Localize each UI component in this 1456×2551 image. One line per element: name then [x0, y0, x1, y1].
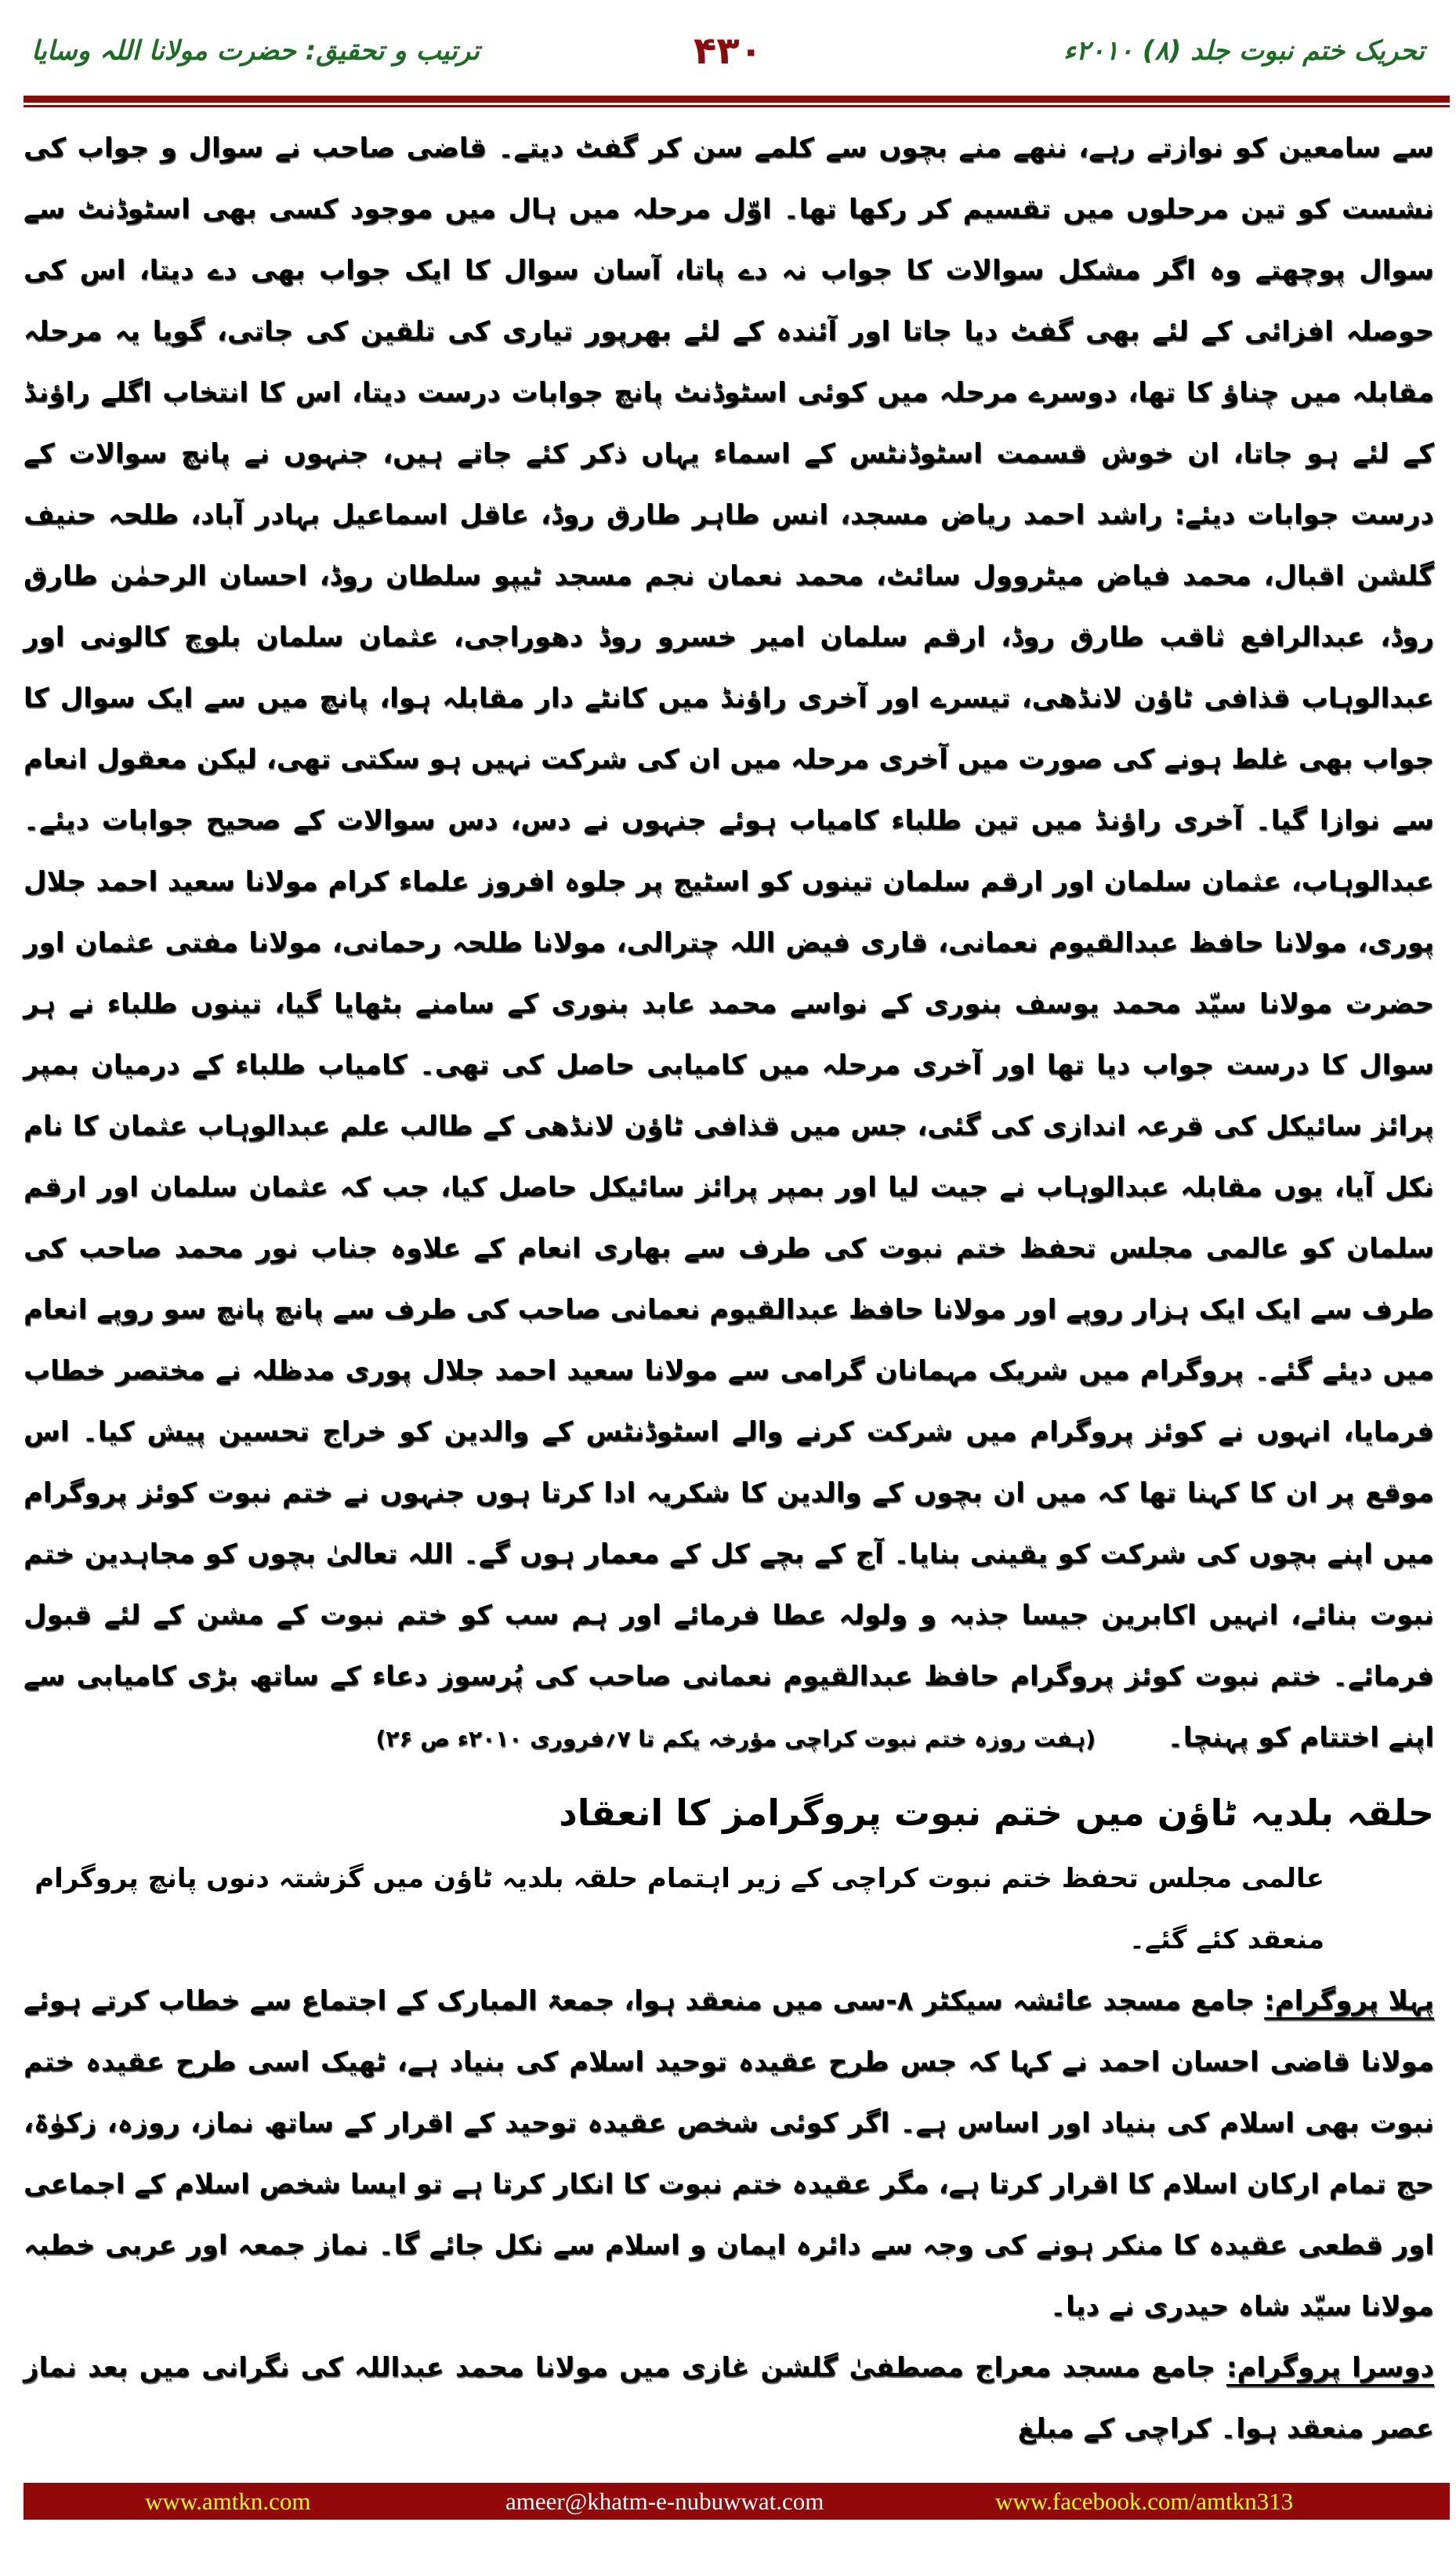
program-1-paragraph: [24, 1970, 1434, 2337]
article-line: روڈ، عاقل اسماعیل بہادر آباد، طلحہ حنیف گلشن اقبال، محمد فیاض میٹروول سائٹ، محمد نعمان نجم مسجد ٹیپو سلطان روڈ، احسان الرحمٰن طارق روڈ،: [24, 499, 1434, 653]
email-link[interactable]: ameer@khatm-e-nubuwwat.com: [505, 2488, 824, 2515]
section-line: احمد نے کہا کہ جس طرح عقیدہ توحید اسلام کی بنیاد ہے، ٹھیک اسی طرح عقیدہ ختم نبوت بھی اسلام کی بنیاد اور اساس ہے۔ اگر کوئی شخص عقیدہ: [24, 2046, 1434, 2139]
header-rule-thick: [24, 96, 1450, 103]
article-line: اسٹوڈنٹس کے اسماء یہاں ذکر کئے جاتے ہیں، جنہوں نے پانچ سوالات کے درست جوابات دیئے: راشد احمد ریاض مسجد، انس طاہر طارق: [24, 438, 1434, 531]
article-line: والے اسٹوڈنٹس کے والدین کو خراج تحسین پیش کیا۔ اس موقع پر ان کا کہنا تھا کہ میں ان بچوں کے والدین کا شکریہ ادا کرتا ہوں جنہوں نے: [24, 1416, 1434, 1509]
program-2-label: دوسرا پروگرام:: [1226, 2352, 1434, 2383]
article-line: ہو سکتی تھی، لیکن معقول انعام سے نوازا گیا۔ آخری راؤنڈ میں تین طلباء کامیاب ہوئے جنہوں نے دس، دس سوالات کے صحیح جوابات دیئے۔: [24, 744, 1434, 836]
article-line: سے سامعین کو نوازتے رہے، ننھے منے بچوں سے کلمے سن کر گفٹ دیتے۔ قاضی صاحب نے سوال و جواب کی نشست کو تین مرحلوں میں تقسیم: [24, 132, 1434, 225]
program-1-text: جامع مسجد عائشہ سیکٹر ۸-سی میں منعقد ہوا، جمعۃ المبارک کے اجتماع سے خطاب کرتے ہوئے مولانا قاضی احسان: [24, 1985, 1435, 2078]
article-line: تینوں طلباء نے ہر سوال کا درست جواب دیا تھا اور آخری مرحلہ میں کامیابی حاصل کی تھی۔ کامیاب طلباء کے درمیان بمپر پرائز سائیکل کی: [24, 988, 1434, 1142]
article-line: ختم نبوت کوئز پروگرام میں اپنے بچوں کی شرکت کو یقینی بنایا۔ آج کے بچے کل کے معمار ہوں گے۔ اللہ تعالیٰ بچوں کو مجاہدین ختم نبوت بنائے،: [24, 1477, 1434, 1631]
program-2-paragraph: [24, 2337, 1434, 2459]
article-line: کر رکھا تھا۔ اوّل مرحلہ میں ہال میں موجود کسی بھی اسٹوڈنٹ سے سوال پوچھتے وہ اگر مشکل سوالات کا جواب نہ دے پاتا، آسان سوال کا: [24, 194, 1434, 286]
source-citation: (ہفت روزہ ختم نبوت کراچی مؤرخہ یکم تا ۷؍فروری ۲۰۱۰ء ص ۲۶): [375, 1726, 1096, 1752]
page-header: [0, 0, 1456, 118]
header-rule-thin: [24, 105, 1450, 107]
program-2-text: جامع مسجد معراج مصطفیٰ گلشن غازی میں مولانا محمد عبداللہ کی نگرانی میں بعد نماز عصر منعقد ہوا۔ کراچی کے مبلغ: [24, 2352, 1434, 2444]
footer-bar: [24, 2483, 1450, 2520]
section-line: اجماعی اور قطعی عقیدہ کا منکر ہونے کی وجہ سے دائرہ ایمان و اسلام سے نکل جائے گا۔ نماز جمعہ اور عربی خطبہ مولانا سیّد شاہ حیدری نے دیا۔: [24, 2169, 1434, 2322]
book-title: تحریک ختم نبوت جلد (۸) ۲۰۱۰ء: [1063, 35, 1425, 67]
article-line: عبدالرافع ثاقب طارق روڈ، ارقم سلمان امیر خسرو روڈ دھوراجی، عثمان سلمان بلوچ کالونی اور عبدالوہاب قذافی ٹاؤن لانڈھی، تیسرے اور: [24, 621, 1435, 714]
article-line: پرائز سائیکل حاصل کیا، جب کہ عثمان سلمان اور ارقم سلمان کو عالمی مجلس تحفظ ختم نبوت کی طرف سے بھاری انعام کے علاوہ جناب نور محمد: [24, 1172, 1435, 1264]
article-line: میں چناؤ کا تھا، دوسرے مرحلہ میں کوئی اسٹوڈنٹ پانچ جوابات درست دیتا، اس کا انتخاب اگلے راؤنڈ کے لئے ہو جاتا، ان خوش قسمت: [24, 377, 1435, 469]
article-line: فیض اللہ چترالی، مولانا طلحہ رحمانی، مولانا مفتی عثمان اور حضرت مولانا سیّد محمد یوسف بنوری کے نواسے محمد عابد بنوری کے سامنے بٹھایا گیا،: [24, 927, 1435, 1020]
section-line: توحید کے اقرار کے ساتھ نماز، روزہ، زکوٰۃ، حج تمام ارکان اسلام کا اقرار کرتا ہے، مگر عقیدہ ختم نبوت کا انکار کرتا ہے تو ایسا شخص اسلام کے: [24, 2107, 1434, 2200]
article-line: آخری راؤنڈ میں کانٹے دار مقابلہ ہوا، پانچ میں سے ایک سوال کا جواب بھی غلط ہونے کی صورت میں آخری مرحلہ میں ان کی شرکت نہیں: [24, 683, 1435, 775]
article-body: [24, 118, 1434, 1770]
article-line: صاحب کی طرف سے ایک ایک ہزار روپے اور مولانا حافظ عبدالقیوم نعمانی صاحب کی طرف سے پانچ پانچ سو روپے انعام میں دیئے گئے۔: [24, 1233, 1434, 1386]
compiler-credit: ترتیب و تحقیق: حضرت مولانا اللہ وسایا: [31, 35, 480, 67]
program-1-label: پہلا پروگرام:: [1264, 1985, 1435, 2017]
article-line: انہیں اکابرین جیسا جذبہ و ولولہ عطا فرمائے اور ہم سب کو ختم نبوت کے مشن کے لئے قبول فرمائے۔ ختم نبوت کوئز پروگرام حافظ عبدالقیوم: [24, 1600, 1435, 1692]
section-intro: عالمی مجلس تحفظ ختم نبوت کراچی کے زیر اہتمام حلقہ بلدیہ ٹاؤن میں گزشتہ دنوں پانچ پروگرام منعقد کئے گئے۔: [34, 1863, 1324, 1955]
article-line: عبدالوہاب، عثمان سلمان اور ارقم سلمان تینوں کو اسٹیج پر جلوہ افروز علماء کرام مولانا سعید احمد جلال پوری، مولانا حافظ عبدالقیوم نعمانی، قاری: [24, 866, 1434, 958]
website-link[interactable]: www.amtkn.com: [145, 2488, 311, 2515]
page-number: ۴۳۰: [694, 29, 762, 73]
facebook-link[interactable]: www.facebook.com/amtkn313: [995, 2488, 1294, 2515]
article-line: قرعہ اندازی کی گئی، جس میں قذافی ٹاؤن لانڈھی کے طالب علم عبدالوہاب عثمان کا نام نکل آیا، یوں مقابلہ عبدالوہاب نے جیت لیا اور بمپر: [24, 1111, 1435, 1203]
article-line: نعمانی صاحب کی پُرسوز دعاء کے ساتھ بڑی کامیابی سے اپنے اختتام کو پہنچا۔: [24, 1661, 1434, 1753]
article-line: ایک جواب بھی دے دیتا، اس کی حوصلہ افزائی کے لئے بھی گفٹ دیا جاتا اور آئندہ کے لئے بھرپور تیاری کی تلقین کی جاتی، گویا یہ مرحلہ مقابلہ: [24, 255, 1435, 408]
article-line: پروگرام میں شریک مہمانان گرامی سے مولانا سعید احمد جلال پوری مدظلہ نے مختصر خطاب فرمایا، انہوں نے کوئز پروگرام میں شرکت کرنے: [24, 1355, 1434, 1448]
section-heading: حلقہ بلدیہ ٹاؤن میں ختم نبوت پروگرامز کا انعقاد: [559, 1792, 1434, 1834]
